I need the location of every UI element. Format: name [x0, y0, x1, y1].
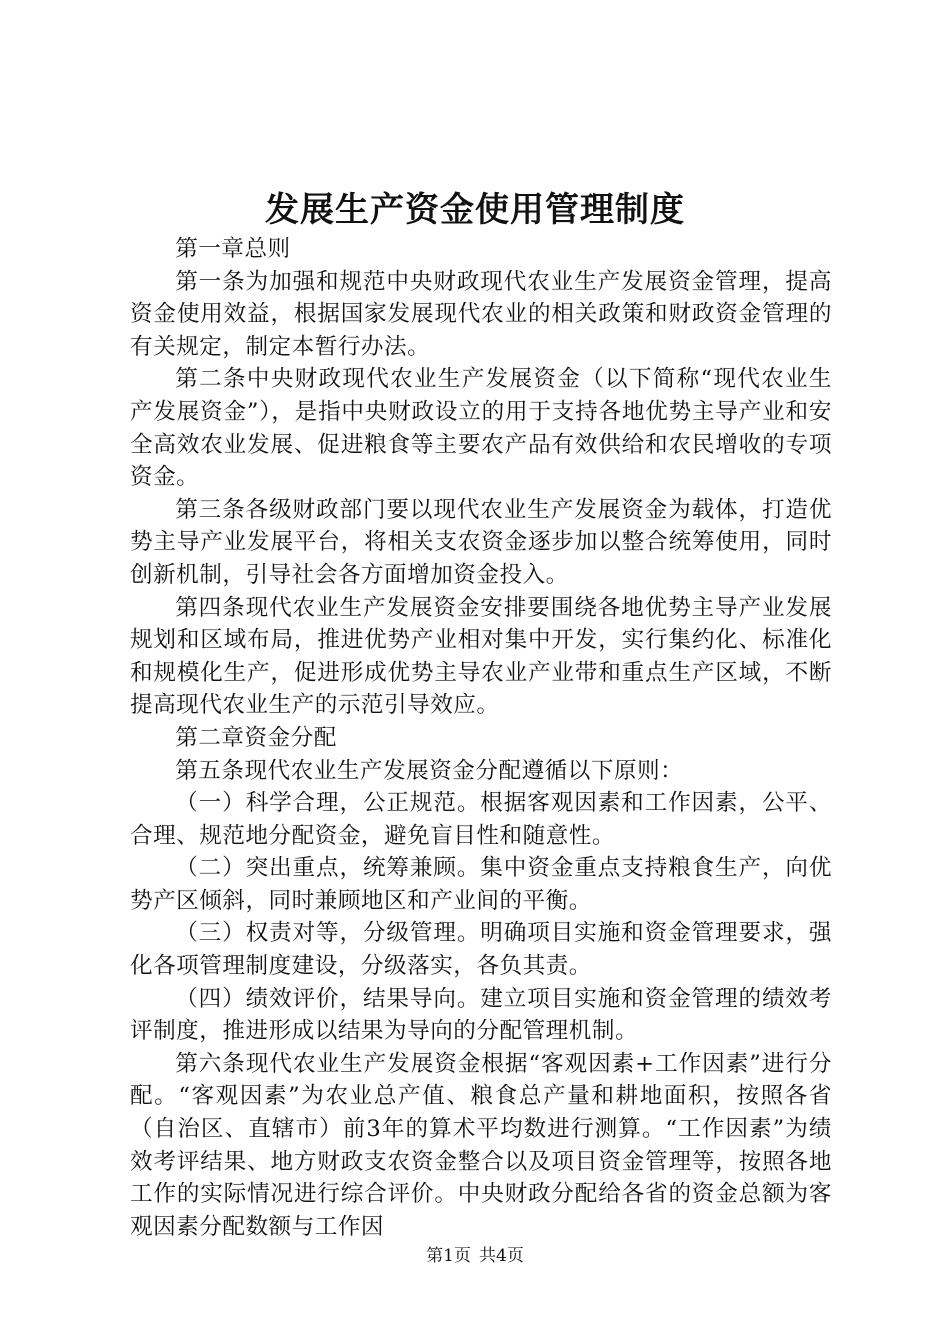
article-paragraph: 第二条中央财政现代农业生产发展资金（以下简称“现代农业生产发展资金”），是指中央财政设立的用于支持各地优势主导产业和安全高效农业发展、促进粮食等主要农产品有效供给和农民增收的专项资金。 [130, 366, 832, 491]
page-number: 第1页 [426, 1246, 471, 1266]
document-body [130, 233, 832, 1243]
article-paragraph: 第三条各级财政部门要以现代农业生产发展资金为载体，打造优势主导产业发展平台，将相关支农资金逐步加以整合统筹使用，同时创新机制，引导社会各方面增加资金投入。 [130, 496, 832, 588]
article-paragraph: 第五条现代农业生产发展资金分配遵循以下原则： [175, 757, 684, 784]
page-total: 共4页 [479, 1246, 524, 1266]
chapter-heading: 第一章总则 [175, 236, 291, 262]
article-paragraph: 第四条现代农业生产发展资金安排要围绕各地优势主导产业发展规划和区域布局，推进优势产业相对集中开发，实行集约化、标准化和规模化生产，促进形成优势主导农业产业带和重点生产区域，不断提高现代农业生产的示范引导效应。 [130, 594, 832, 719]
article-paragraph: 第六条现代农业生产发展资金根据“客观因素+工作因素”进行分配。“客观因素”为农业总产值、粮食总产量和耕地面积，按照各省（自治区、直辖市）前3年的算术平均数进行测算。“工作因素”为绩效考评结果、地方财政支农资金整合以及项目资金管理等，按照各地工作的实际情况进行综合评价。中央财政分配给各省的资金总额为客观因素分配数额与工作因 [130, 1050, 832, 1240]
page-footer [0, 1244, 950, 1268]
principle-item: （二）突出重点，统筹兼顾。集中资金重点支持粮食生产，向优势产区倾斜，同时兼顾地区和产业间的平衡。 [130, 855, 832, 914]
document-title: 发展生产资金使用管理制度 [265, 190, 685, 230]
article-paragraph: 第一条为加强和规范中央财政现代农业生产发展资金管理，提高资金使用效益，根据国家发展现代农业的相关政策和财政资金管理的有关规定，制定本暂行办法。 [130, 268, 832, 360]
principle-item: （一）科学合理，公正规范。根据客观因素和工作因素，公平、合理、规范地分配资金，避免盲目性和随意性。 [130, 790, 832, 849]
principle-item: （四）绩效评价，结果导向。建立项目实施和资金管理的绩效考评制度，推进形成以结果为导向的分配管理机制。 [130, 985, 832, 1045]
principle-item: （三）权责对等，分级管理。明确项目实施和资金管理要求，强化各项管理制度建设，分级落实，各负其责。 [130, 920, 832, 980]
chapter-heading: 第二章资金分配 [175, 724, 337, 751]
